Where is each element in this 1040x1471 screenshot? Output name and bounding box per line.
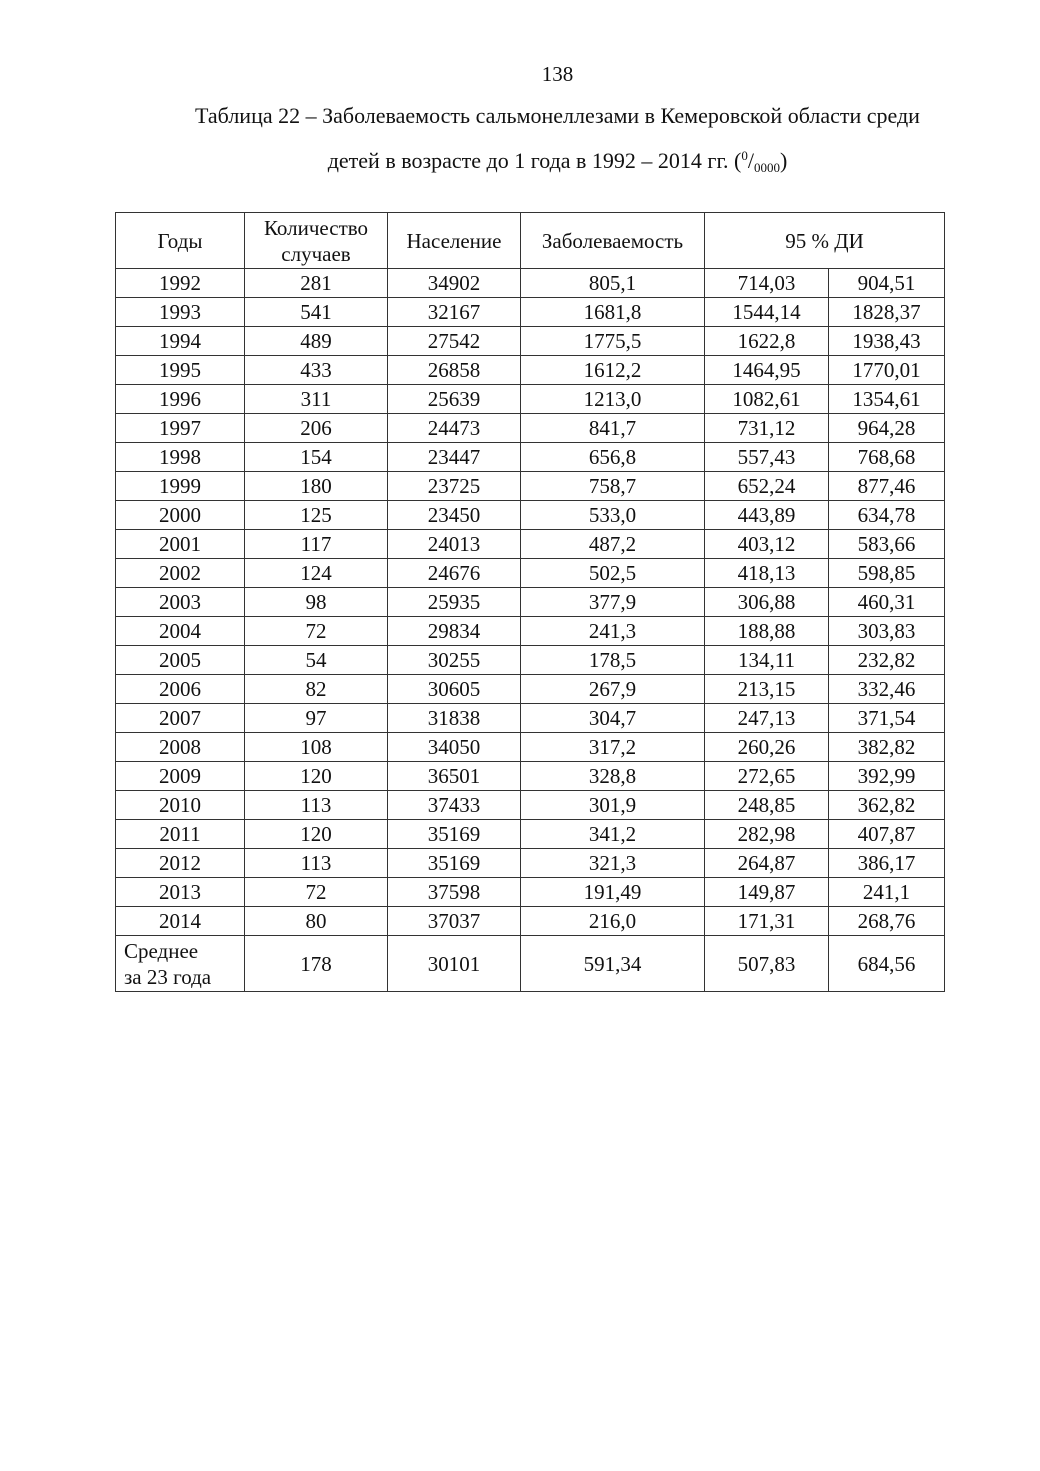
cell-year: 2002 xyxy=(116,559,245,588)
cell-incidence: 267,9 xyxy=(521,675,705,704)
cell-incidence: 1681,8 xyxy=(521,298,705,327)
cell-incidence: 758,7 xyxy=(521,472,705,501)
cell-cases: 72 xyxy=(245,878,388,907)
cell-cases: 54 xyxy=(245,646,388,675)
cell-ci-high: 332,46 xyxy=(829,675,945,704)
cell-ci-high: 232,82 xyxy=(829,646,945,675)
table-header-row xyxy=(116,213,945,269)
caption-unit-sup: 0 xyxy=(741,148,748,163)
table-row xyxy=(116,269,945,298)
cell-incidence: 1775,5 xyxy=(521,327,705,356)
cell-population: 34050 xyxy=(388,733,521,762)
cell-ci-low: 443,89 xyxy=(705,501,829,530)
cell-year: 1992 xyxy=(116,269,245,298)
cell-year: 2008 xyxy=(116,733,245,762)
header-ci: 95 % ДИ xyxy=(705,213,945,269)
cell-population: 25935 xyxy=(388,588,521,617)
cell-cases: 489 xyxy=(245,327,388,356)
cell-year: 2006 xyxy=(116,675,245,704)
cell-ci-high: 303,83 xyxy=(829,617,945,646)
cell-population: 25639 xyxy=(388,385,521,414)
cell-ci-low: 264,87 xyxy=(705,849,829,878)
cell-ci-low: 272,65 xyxy=(705,762,829,791)
cell-year: 1995 xyxy=(116,356,245,385)
cell-year: 2005 xyxy=(116,646,245,675)
cell-ci-low: 188,88 xyxy=(705,617,829,646)
caption-unit-slash: / xyxy=(747,148,754,173)
table-row xyxy=(116,530,945,559)
cell-cases: 206 xyxy=(245,414,388,443)
cell-population: 27542 xyxy=(388,327,521,356)
cell-ci-low: 149,87 xyxy=(705,878,829,907)
cell-ci-low: 1544,14 xyxy=(705,298,829,327)
caption-line-2 xyxy=(115,136,1000,188)
table-row xyxy=(116,327,945,356)
cell-year: 2011 xyxy=(116,820,245,849)
caption-unit-close: ) xyxy=(779,148,788,173)
cell-population: 30255 xyxy=(388,646,521,675)
cell-year: 2013 xyxy=(116,878,245,907)
table-row xyxy=(116,646,945,675)
cell-ci-high: 241,1 xyxy=(829,878,945,907)
cell-year: 2003 xyxy=(116,588,245,617)
cell-year: 2012 xyxy=(116,849,245,878)
cell-ci-high: 1354,61 xyxy=(829,385,945,414)
summary-incidence: 591,34 xyxy=(521,936,705,992)
table-row xyxy=(116,356,945,385)
cell-population: 35169 xyxy=(388,849,521,878)
table-body xyxy=(116,269,945,992)
cell-cases: 117 xyxy=(245,530,388,559)
cell-ci-low: 213,15 xyxy=(705,675,829,704)
cell-population: 24473 xyxy=(388,414,521,443)
cell-population: 37433 xyxy=(388,791,521,820)
cell-incidence: 304,7 xyxy=(521,704,705,733)
table-row xyxy=(116,907,945,936)
cell-year: 2000 xyxy=(116,501,245,530)
summary-label-line-2: за 23 года xyxy=(124,964,212,989)
cell-ci-low: 306,88 xyxy=(705,588,829,617)
cell-incidence: 805,1 xyxy=(521,269,705,298)
table-row xyxy=(116,617,945,646)
cell-population: 31838 xyxy=(388,704,521,733)
cell-population: 23725 xyxy=(388,472,521,501)
cell-incidence: 1612,2 xyxy=(521,356,705,385)
cell-population: 23450 xyxy=(388,501,521,530)
summary-cases: 178 xyxy=(245,936,388,992)
table-row xyxy=(116,501,945,530)
cell-cases: 97 xyxy=(245,704,388,733)
cell-ci-low: 282,98 xyxy=(705,820,829,849)
cell-ci-low: 1082,61 xyxy=(705,385,829,414)
cell-population: 34902 xyxy=(388,269,521,298)
cell-ci-high: 386,17 xyxy=(829,849,945,878)
summary-population: 30101 xyxy=(388,936,521,992)
cell-year: 2001 xyxy=(116,530,245,559)
cell-incidence: 377,9 xyxy=(521,588,705,617)
cell-ci-low: 714,03 xyxy=(705,269,829,298)
cell-cases: 180 xyxy=(245,472,388,501)
cell-cases: 113 xyxy=(245,849,388,878)
cell-population: 24676 xyxy=(388,559,521,588)
cell-year: 2010 xyxy=(116,791,245,820)
cell-incidence: 502,5 xyxy=(521,559,705,588)
cell-incidence: 533,0 xyxy=(521,501,705,530)
cell-incidence: 216,0 xyxy=(521,907,705,936)
cell-population: 26858 xyxy=(388,356,521,385)
table-row xyxy=(116,704,945,733)
cell-ci-low: 247,13 xyxy=(705,704,829,733)
caption-line-2-text: детей в возрасте до 1 года в 1992 – 2014 гг. ( xyxy=(327,148,742,173)
cell-ci-high: 362,82 xyxy=(829,791,945,820)
cell-ci-low: 731,12 xyxy=(705,414,829,443)
cell-ci-high: 407,87 xyxy=(829,820,945,849)
cell-ci-high: 1938,43 xyxy=(829,327,945,356)
table-row xyxy=(116,675,945,704)
cell-ci-high: 598,85 xyxy=(829,559,945,588)
cell-incidence: 841,7 xyxy=(521,414,705,443)
cell-incidence: 321,3 xyxy=(521,849,705,878)
cell-population: 29834 xyxy=(388,617,521,646)
cell-ci-high: 1770,01 xyxy=(829,356,945,385)
cell-year: 1993 xyxy=(116,298,245,327)
cell-incidence: 317,2 xyxy=(521,733,705,762)
cell-ci-high: 634,78 xyxy=(829,501,945,530)
caption-line-1: Таблица 22 – Заболеваемость сальмонеллезами в Кемеровской области среди xyxy=(195,103,920,128)
table-row xyxy=(116,298,945,327)
cell-year: 2009 xyxy=(116,762,245,791)
header-population: Население xyxy=(388,213,521,269)
table-row xyxy=(116,385,945,414)
header-cases: Количество случаев xyxy=(245,213,388,269)
table-caption xyxy=(115,96,1000,188)
cell-cases: 120 xyxy=(245,762,388,791)
cell-ci-high: 768,68 xyxy=(829,443,945,472)
cell-ci-high: 460,31 xyxy=(829,588,945,617)
cell-incidence: 341,2 xyxy=(521,820,705,849)
table-row xyxy=(116,762,945,791)
table-row xyxy=(116,472,945,501)
cell-year: 2014 xyxy=(116,907,245,936)
cell-cases: 124 xyxy=(245,559,388,588)
summary-ci-high: 684,56 xyxy=(829,936,945,992)
cell-year: 1999 xyxy=(116,472,245,501)
header-years: Годы xyxy=(116,213,245,269)
cell-cases: 72 xyxy=(245,617,388,646)
table-row xyxy=(116,849,945,878)
cell-cases: 125 xyxy=(245,501,388,530)
cell-population: 30605 xyxy=(388,675,521,704)
caption-unit-sub: 0000 xyxy=(753,160,780,175)
cell-cases: 154 xyxy=(245,443,388,472)
cell-cases: 120 xyxy=(245,820,388,849)
table-row xyxy=(116,559,945,588)
cell-year: 1996 xyxy=(116,385,245,414)
cell-population: 36501 xyxy=(388,762,521,791)
cell-ci-low: 171,31 xyxy=(705,907,829,936)
cell-ci-low: 1622,8 xyxy=(705,327,829,356)
table-row xyxy=(116,443,945,472)
cell-incidence: 301,9 xyxy=(521,791,705,820)
cell-incidence: 487,2 xyxy=(521,530,705,559)
incidence-table xyxy=(115,212,945,992)
summary-row xyxy=(116,936,945,992)
cell-population: 37037 xyxy=(388,907,521,936)
cell-ci-high: 392,99 xyxy=(829,762,945,791)
cell-cases: 311 xyxy=(245,385,388,414)
summary-label-line-1: Среднее xyxy=(124,938,199,963)
cell-year: 1997 xyxy=(116,414,245,443)
cell-population: 35169 xyxy=(388,820,521,849)
cell-year: 1994 xyxy=(116,327,245,356)
cell-ci-low: 557,43 xyxy=(705,443,829,472)
cell-ci-high: 964,28 xyxy=(829,414,945,443)
cell-incidence: 241,3 xyxy=(521,617,705,646)
cell-cases: 108 xyxy=(245,733,388,762)
cell-ci-high: 268,76 xyxy=(829,907,945,936)
cell-ci-low: 403,12 xyxy=(705,530,829,559)
cell-incidence: 1213,0 xyxy=(521,385,705,414)
cell-ci-low: 248,85 xyxy=(705,791,829,820)
cell-population: 37598 xyxy=(388,878,521,907)
cell-cases: 433 xyxy=(245,356,388,385)
cell-ci-high: 382,82 xyxy=(829,733,945,762)
table-row xyxy=(116,414,945,443)
cell-incidence: 178,5 xyxy=(521,646,705,675)
cell-population: 32167 xyxy=(388,298,521,327)
cell-year: 2007 xyxy=(116,704,245,733)
cell-ci-low: 418,13 xyxy=(705,559,829,588)
cell-ci-high: 904,51 xyxy=(829,269,945,298)
cell-incidence: 656,8 xyxy=(521,443,705,472)
summary-label xyxy=(116,936,245,992)
header-incidence: Заболеваемость xyxy=(521,213,705,269)
cell-cases: 80 xyxy=(245,907,388,936)
cell-ci-low: 652,24 xyxy=(705,472,829,501)
cell-incidence: 191,49 xyxy=(521,878,705,907)
table-row xyxy=(116,588,945,617)
cell-cases: 82 xyxy=(245,675,388,704)
cell-cases: 281 xyxy=(245,269,388,298)
cell-ci-high: 583,66 xyxy=(829,530,945,559)
cell-ci-low: 260,26 xyxy=(705,733,829,762)
table-row xyxy=(116,878,945,907)
cell-incidence: 328,8 xyxy=(521,762,705,791)
cell-cases: 98 xyxy=(245,588,388,617)
cell-cases: 113 xyxy=(245,791,388,820)
cell-population: 23447 xyxy=(388,443,521,472)
cell-year: 1998 xyxy=(116,443,245,472)
cell-ci-high: 371,54 xyxy=(829,704,945,733)
table-row xyxy=(116,820,945,849)
cell-ci-high: 1828,37 xyxy=(829,298,945,327)
cell-cases: 541 xyxy=(245,298,388,327)
page-number: 138 xyxy=(541,62,574,86)
cell-ci-high: 877,46 xyxy=(829,472,945,501)
cell-population: 24013 xyxy=(388,530,521,559)
table-row xyxy=(116,791,945,820)
cell-year: 2004 xyxy=(116,617,245,646)
summary-ci-low: 507,83 xyxy=(705,936,829,992)
table-row xyxy=(116,733,945,762)
cell-ci-low: 134,11 xyxy=(705,646,829,675)
cell-ci-low: 1464,95 xyxy=(705,356,829,385)
